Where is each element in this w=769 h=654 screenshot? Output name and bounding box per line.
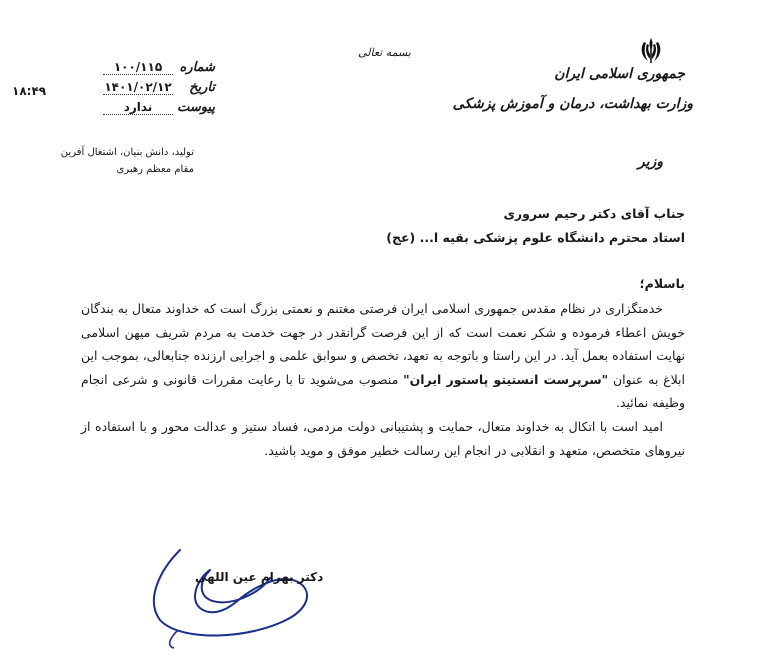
letter-body bbox=[81, 297, 685, 462]
slogan bbox=[34, 144, 194, 178]
reference-attachment-row bbox=[85, 100, 215, 120]
slogan-line1: تولید، دانش بنیان، اشتغال آفرین bbox=[60, 147, 194, 158]
reference-date-row bbox=[85, 80, 215, 100]
body-paragraph-1-end: منصوب می‌شوید تا با رعایت مقررات قانونی و شرعی انجام وظیفه نمائید. bbox=[81, 371, 685, 411]
body-paragraph-2: امید است با اتکال به خداوند متعال، حمایت و پشتیبانی دولت مردمی، فساد ستیز و عدالت محور و با استفاده از نیروهای متخصص، متعهد و انقلابی در انجام این رسالت خطیر موفق و موید باشید. bbox=[81, 418, 685, 458]
recipient-title: استاد محترم دانشگاه علوم پزشکی بقیه ا... (عج) bbox=[386, 230, 685, 245]
reference-number-value: ۱۰۰/۱۱۵ bbox=[103, 60, 173, 75]
reference-attachment-value: ندارد bbox=[103, 100, 173, 115]
body-paragraph-1-text: خدمتگزاری در نظام مقدس جمهوری اسلامی ایران فرصتی مغتنم و نعمتی بزرگ است که خداوند متعال به بندگان خویش اعطاء فرموده و شکر نعمت است که از این فرصت گرانقدر در جهت خدمت به مردم شریف میهن اسلامی نهایت استفاده بعمل آید. در این راستا و باتوجه به تعهد، تخصص و سوابق علمی و اجرایی ارزنده جنابعالی، بموجب این ابلاغ به عنوان bbox=[81, 301, 685, 387]
basmala: بسمه تعالی bbox=[358, 46, 411, 59]
recipient bbox=[386, 202, 685, 250]
handwritten-signature bbox=[140, 530, 320, 650]
timestamp: ۱۸:۴۹ bbox=[12, 84, 47, 98]
iran-emblem-icon bbox=[636, 36, 666, 66]
slogan-line2: مقام معظم رهبری bbox=[116, 164, 194, 175]
minister-title: وزیر bbox=[637, 154, 663, 170]
greeting: باسلام؛ bbox=[639, 276, 685, 291]
reference-attachment-label: پیوست bbox=[177, 100, 215, 115]
ministry-line2: وزارت بهداشت، درمان و آموزش پزشکی bbox=[452, 96, 693, 112]
ministry-line1: جمهوری اسلامی ایران bbox=[554, 66, 685, 82]
signatory-name: دکتر بهرام عین اللهی bbox=[195, 570, 324, 584]
reference-number-row bbox=[85, 60, 215, 80]
reference-block bbox=[85, 60, 215, 120]
body-paragraph-1 bbox=[81, 297, 685, 415]
recipient-name: جناب آقای دکتر رحیم سروری bbox=[503, 206, 685, 221]
reference-number-label: شماره bbox=[179, 60, 215, 75]
reference-date-label: تاریخ bbox=[189, 80, 215, 95]
reference-date-value: ۱۴۰۱/۰۲/۱۲ bbox=[104, 80, 172, 94]
appointment-title: "سرپرست انستیتو پاستور ایران" bbox=[403, 371, 609, 387]
